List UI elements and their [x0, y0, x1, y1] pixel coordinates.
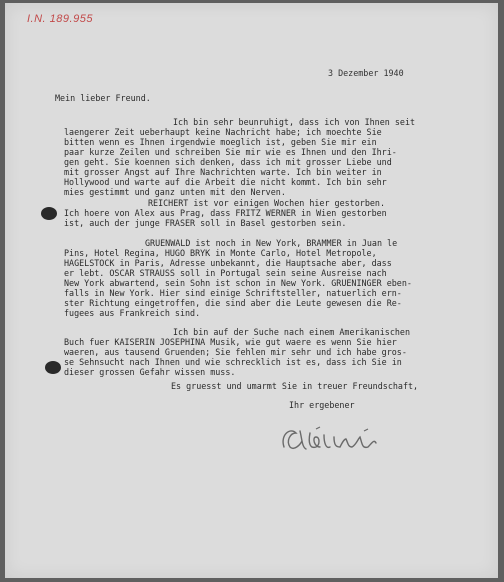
text-line: REICHERT ist vor einigen Wochen hier gestorben. [148, 198, 385, 208]
text-line: gen geht. Sie koennen sich denken, dass ich mit grosser Liebe und [64, 157, 392, 167]
handwritten-signature [276, 421, 386, 455]
punch-hole [45, 361, 61, 374]
punch-hole [41, 207, 57, 220]
text-line: Ich bin sehr beunruhigt, dass ich von Ihnen seit [173, 117, 416, 127]
text-line: Buch fuer KAISERIN JOSEPHINA Musik, wie gut waere es wenn Sie hier [64, 337, 397, 347]
text-line: HAGELSTOCK in Paris, Adresse unbekannt, die Hauptsache aber, dass [64, 258, 392, 268]
signoff: Ihr ergebener [289, 400, 355, 410]
text-line: ist, auch der junge FRASER soll in Basel gestorben sein. [64, 218, 347, 228]
text-line: waeren, aus tausend Gruenden; Sie fehlen mir sehr und ich habe gros- [64, 347, 407, 357]
closing-line: Es gruesst und umarmt Sie in treuer Freundschaft, [171, 381, 419, 391]
letter-date: 3 Dezember 1940 [328, 68, 404, 78]
text-line: New York abwartend, sein Sohn ist schon in New York. GRUENINGER eben- [64, 278, 412, 288]
text-line: laengerer Zeit ueberhaupt keine Nachricht habe; ich moechte Sie [64, 127, 382, 137]
text-line: falls in New York. Hier sind einige Schriftsteller, natuerlich ern- [64, 288, 402, 298]
salutation: Mein lieber Freund. [55, 93, 151, 103]
text-line: Hollywood und warte auf die Arbeit die nicht kommt. Ich bin sehr [64, 177, 387, 187]
text-line: Pins, Hotel Regina, HUGO BRYK in Monte Carlo, Hotel Metropole, [64, 248, 377, 258]
text-line: er lebt. OSCAR STRAUSS soll in Portugal sein seine Ausreise nach [64, 268, 387, 278]
inventory-number: I.N. 189.955 [27, 13, 93, 25]
text-line: GRUENWALD ist noch in New York, BRAMMER in Juan le [145, 238, 398, 248]
text-line: fugees aus Frankreich sind. [64, 308, 201, 318]
text-line: mies gestimmt und ganz unten mit den Nerven. [64, 187, 286, 197]
text-line: dieser grossen Gefahr wissen muss. [64, 367, 236, 377]
text-line: Ich hoere von Alex aus Prag, dass FRITZ WERNER in Wien gestorben [64, 208, 387, 218]
text-line: bitten wenn es Ihnen irgendwie moeglich ist, geben Sie mir ein [64, 137, 377, 147]
text-line: mit grosser Angst auf Ihre Nachrichten warte. Ich bin weiter in [64, 167, 382, 177]
text-line: ster Richtung eingetroffen, die sind aber die Leute gewesen die Re- [64, 298, 402, 308]
letter-page [5, 3, 498, 578]
text-line: paar kurze Zeilen und schreiben Sie mir wie es Ihnen und den Ihri- [64, 147, 397, 157]
text-line: se Sehnsucht nach Ihnen und wie schrecklich ist es, dass ich Sie in [64, 357, 402, 367]
text-line: Ich bin auf der Suche nach einem Amerikanischen [173, 327, 410, 337]
